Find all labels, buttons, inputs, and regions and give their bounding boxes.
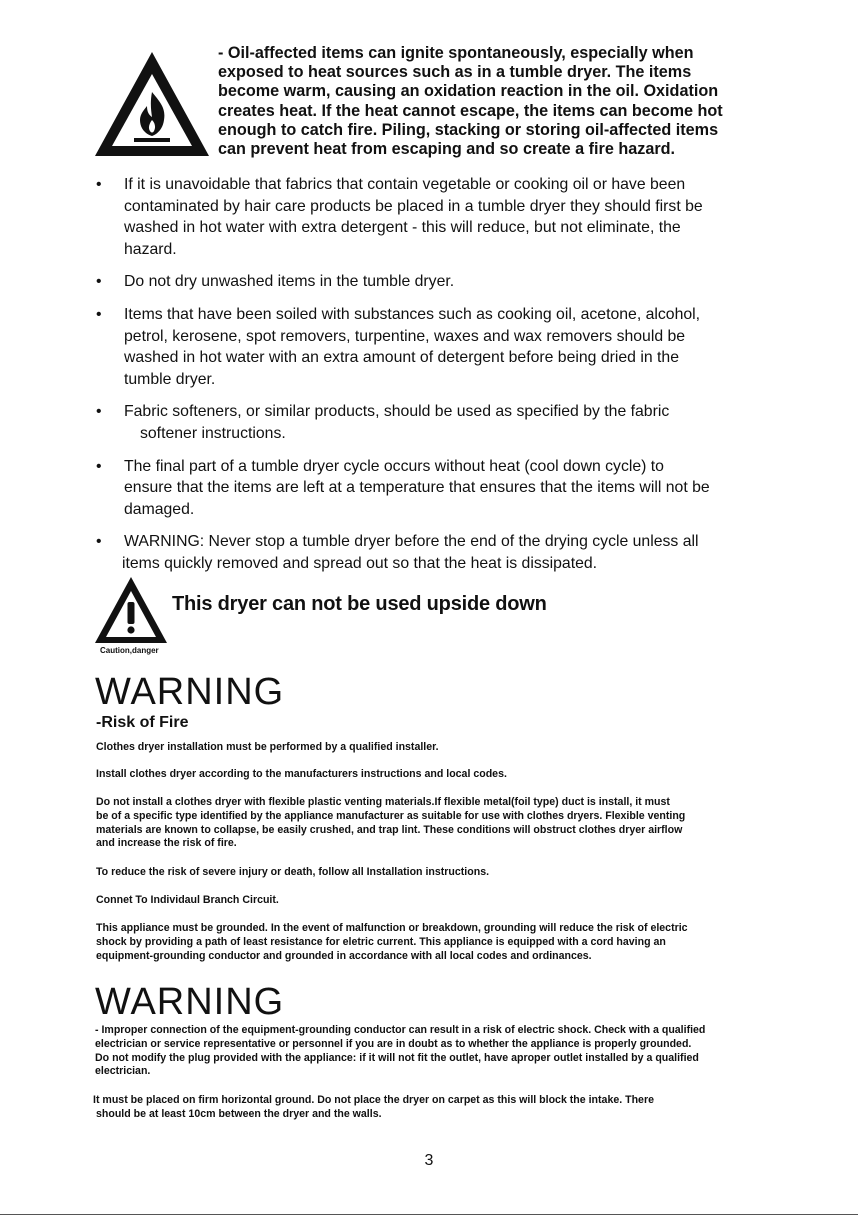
fire-line: become warm, causing an oxidation reaction in the oil. Oxidation [218,82,719,101]
paragraph-line: Do not modify the plug provided with the appliance: if it will not fit the outlet, have aproper outlet installed by a qualified [95,1051,699,1064]
grounding-warning [95,1024,775,1079]
paragraph-line: shock by providing a path of least resistance for eletric current. This appliance is equipped with a cord having an [96,935,666,948]
paragraph-line: Connet To Individaul Branch Circuit. [96,894,279,906]
upside-down-heading: This dryer can not be used upside down [172,593,547,615]
bullet-line: softener instructions. [140,424,286,442]
paragraph-line: Install clothes dryer according to the manufacturers instructions and local codes. [96,768,507,780]
warning-paragraph [96,741,776,755]
bullet-symbol: • [96,176,102,193]
list-item [96,456,776,521]
flammable-warning-icon [92,48,212,160]
fire-line: creates heat. If the heat cannot escape, the items can become hot [218,101,723,120]
paragraph-line: electrician. [95,1065,151,1078]
bullet-line: The final part of a tumble dryer cycle occurs without heat (cool down cycle) to [124,457,664,475]
fire-line: - Oil-affected items can ignite spontaneously, especially when [218,44,694,62]
paragraph-line: and increase the risk of fire. [96,837,237,850]
fire-line: enough to catch fire. Piling, stacking or storing oil-affected items [218,120,719,139]
warning-paragraph [96,922,776,963]
paragraph-line: equipment-grounding conductor and grounded in accordance with all local codes and ordinances. [96,949,592,962]
bullet-line: hazard. [124,240,177,258]
list-item [96,401,776,444]
paragraph-line: materials are known to collapse, be easily crushed, and trap lint. These conditions will obstruct clothes dryer airflow [96,823,683,836]
list-item [96,271,776,293]
bullet-symbol: • [96,273,102,291]
safety-bullet-list [96,174,776,586]
page-number: 3 [424,1152,434,1169]
paragraph-line: be of a specific type identified by the appliance manufacturer as suitable for use with clothes dryers. Flexible venting [96,809,686,822]
bullet-symbol: • [96,533,102,551]
bullet-line: contaminated by hair care products be placed in a tumble dryer they should first be [124,197,703,215]
bullet-line: If it is unavoidable that fabrics that contain vegetable or cooking oil or have been [124,176,686,193]
caution-label: Caution,danger [100,646,159,655]
list-item [96,531,776,574]
paragraph-line: It must be placed on firm horizontal ground. Do not place the dryer on carpet as this will block the intake. There [93,1094,654,1106]
bullet-line: items quickly removed and spread out so that the heat is dissipated. [122,554,598,572]
paragraph-line: should be at least 10cm between the dryer and the walls. [96,1107,382,1120]
bullet-symbol: • [96,457,102,475]
list-item [96,174,776,260]
bullet-line: petrol, kerosene, spot removers, turpentine, waxes and wax removers should be [124,327,686,345]
list-item [96,304,776,390]
bullet-line: Fabric softeners, or similar products, should be used as specified by the fabric [124,403,670,421]
bullet-symbol: • [96,305,102,323]
bullet-line: tumble dryer. [124,370,216,388]
risk-of-fire-subtitle: -Risk of Fire [96,714,189,731]
bullet-line: Items that have been soiled with substances such as cooking oil, acetone, alcohol, [124,305,701,323]
bullet-line: washed in hot water with extra detergent - this will reduce, but not eliminate, the [124,219,681,237]
bullet-line: WARNING: Never stop a tumble dryer before the end of the drying cycle unless all [124,533,699,551]
paragraph-line: This appliance must be grounded. In the event of malfunction or breakdown, grounding will reduce the risk of electric [96,922,688,934]
fire-hazard-text [218,44,778,159]
paragraph-line: To reduce the risk of severe injury or death, follow all Installation instructions. [96,866,490,878]
bullet-line: washed in hot water with an extra amount of detergent before being dried in the [124,349,679,367]
warning-paragraph [96,796,776,851]
warning-title: WARNING [95,981,285,1023]
caution-exclamation-icon [93,575,169,645]
placement-instruction [93,1094,773,1122]
bullet-symbol: • [96,403,102,421]
bullet-line: Do not dry unwashed items in the tumble dryer. [124,273,455,291]
warning-paragraph [96,768,776,782]
bullet-line: damaged. [124,500,195,518]
warning-title: WARNING [95,671,285,713]
warning-paragraph [96,894,776,908]
bottom-divider [0,1214,858,1215]
paragraph-line: Clothes dryer installation must be performed by a qualified installer. [96,741,439,753]
paragraph-line: Do not install a clothes dryer with flexible plastic venting materials.If flexible metal(foil type) duct is install, it must [96,796,670,808]
paragraph-line: - Improper connection of the equipment-grounding conductor can result in a risk of electric shock. Check with a qualified [95,1024,706,1036]
paragraph-line: electrician or service representative or personnel if you are in doubt as to whether the appliance is properly grounded. [95,1037,692,1050]
bullet-line: ensure that the items are left at a temperature that ensures that the items will not be [124,479,710,497]
warning-paragraph [96,866,776,880]
fire-line: can prevent heat from escaping and so create a fire hazard. [218,140,676,159]
fire-line: exposed to heat sources such as in a tumble dryer. The items [218,63,692,82]
